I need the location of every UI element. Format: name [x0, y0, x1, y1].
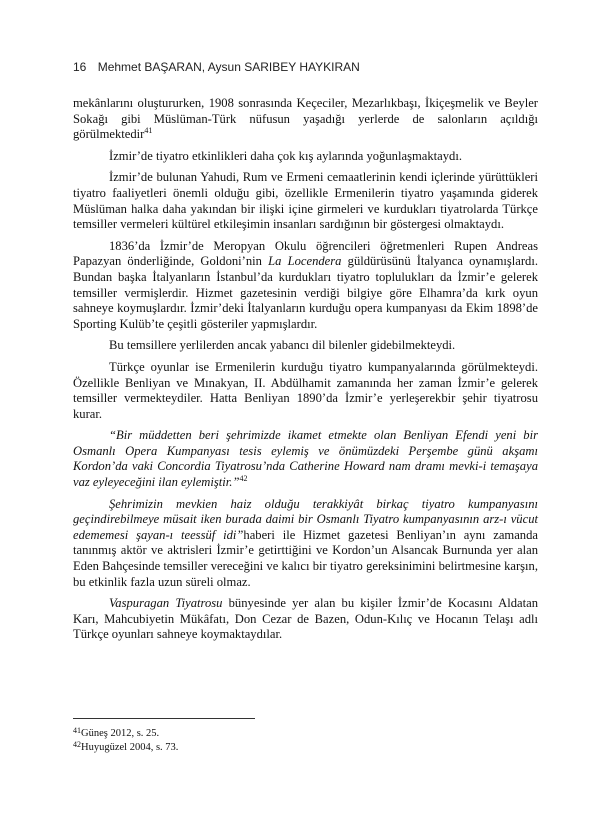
theatre-name: Vaspuragan Tiyatrosu [109, 596, 223, 611]
quote-hizmet: Şehrimizin mevkien haiz olduğu terakkiyât birkaç tiyatro kumpanyasını geçindirebilmeye müsait iken burada daimi bir Osmanlı Tiyatro kumpanyasının arz-ı vücut edememesi şayan-ı teessüf idi” [73, 496, 538, 542]
paragraph-7-quote [73, 428, 538, 490]
paragraph-1 [73, 96, 538, 143]
quote-benliyan: “Bir müddetten beri şehrimizde ikamet etmekte olan Benliyan Efendi yeni bir Osmanlı Opera Kumpanyası tesis eylemiş ve önümüzdeki Perşembe günü akşamı Kordon’da vaki Concordia Tiyatrosu’nda Catherine Howard nam dramı mevki-i temaşaya vaz eyleyeceğini ilan eylemiştir.” [73, 428, 538, 490]
paragraph-9-text: bünyesinde yer alan bu kişiler İzmir’de Kocasını Aldatan Karı, Mahcubiyetin Mükâfatı, Don Cezar de Bazen, Odun-Kılıç ve Hocanın Telaşı adlı Türkçe oyunları sahneye koymaktaydılar. [73, 596, 538, 642]
paragraph-8 [73, 497, 538, 591]
paragraph-4-text-a: 1836’da İzmir’de Meropyan Okulu öğrencileri öğretmenleri Rupen Andreas Papazyan önderliğinde, Goldoni’nin [73, 238, 538, 269]
footnote-divider [73, 718, 255, 719]
header-authors: Mehmet BAŞARAN, Aysun SARIBEY HAYKIRAN [97, 60, 360, 74]
paragraph-4-text-b: güldürüsünü İtalyanca oynamışlardı. Bundan başka İtalyanların İstanbul’da kurdukları tiyatro toplulukları da İzmir’e gelerek temsiller vermişlerdir. Hizmet gazetesinin verdiği bilgiye göre Elhamra’da kırk oyun sahneye koymuşlardır. İzmir’deki İtalyanların kurduğu opera kumpanyası da Ekim 1898’de Sporting Kulüb’te çeşitli gösteriler yapmışlardır. [73, 254, 539, 331]
running-header [73, 60, 360, 74]
footnote-42-text: Huyugüzel 2004, s. 73. [81, 742, 179, 753]
paragraph-4 [73, 239, 538, 333]
paragraph-2: İzmir’de tiyatro etkinlikleri daha çok kış aylarında yoğunlaşmaktaydı. [109, 148, 462, 163]
footnotes [73, 727, 178, 755]
footnote-42 [73, 741, 178, 755]
play-title-la-locendera: La Locendera [268, 254, 342, 269]
paragraph-9 [73, 596, 538, 643]
paragraph-3: İzmir’de bulunan Yahudi, Rum ve Ermeni cemaatlerinin kendi içlerinde yürüttükleri tiyatro faaliyetleri önemli olduğu gibi, özellikle Ermenilerin tiyatro yaşamında giderek Müslüman halka daha yakından bir ilişki içine girmeleri ve kurdukları tiyatrolarda Türkçe temsiller vermeleri kültürel etkileşimin insanları sardığının bir göstergesi olmaktaydı. [73, 170, 538, 232]
footnote-41 [73, 727, 178, 741]
paragraph-8-text: haberi ile Hizmet gazetesi Benliyan’ın aynı zamanda tanınmış aktör ve aktrisleri İzmir’e getirttiğini ve Kordon’un Alsancak Burnunda yer alan Eden Bahçesinde temsiller vereceğini ve kalıcı bir tiyatro gereksinimini belirtmesine karşın, bu etkinlik fazla uzun süreli olmaz. [73, 527, 538, 589]
footnote-41-text: Güneş 2012, s. 25. [81, 728, 160, 739]
body-text [73, 96, 538, 649]
page-number: 16 [73, 60, 87, 74]
footnote-41-number: 41 [73, 726, 81, 735]
paragraph-1-text: mekânlarını oluştururken, 1908 sonrasında Keçeciler, Mezarlıkbaşı, İkiçeşmelik ve Beyler Sokağı gibi Müslüman-Türk nüfusun yaşadığı yerlerde de salonların açıldığı görülmektedir [73, 96, 538, 142]
footnote-ref-41: 41 [144, 126, 153, 136]
paragraph-5: Bu temsillere yerlilerden ancak yabancı dil bilenler gidebilmekteydi. [109, 338, 456, 353]
footnote-42-number: 42 [73, 740, 81, 749]
paragraph-6: Türkçe oyunlar ise Ermenilerin kurduğu tiyatro kumpanyalarında görülmekteydi. Özellikle Benliyan ve Mınakyan, II. Abdülhamit zamanında her zaman İzmir’e gelerek temsiller vermekteydiler. Hatta Benliyan 1890’da İzmir’e yerleşerekbir şehir tiyatrosu kurar. [73, 359, 538, 421]
footnote-ref-42: 42 [239, 474, 248, 484]
